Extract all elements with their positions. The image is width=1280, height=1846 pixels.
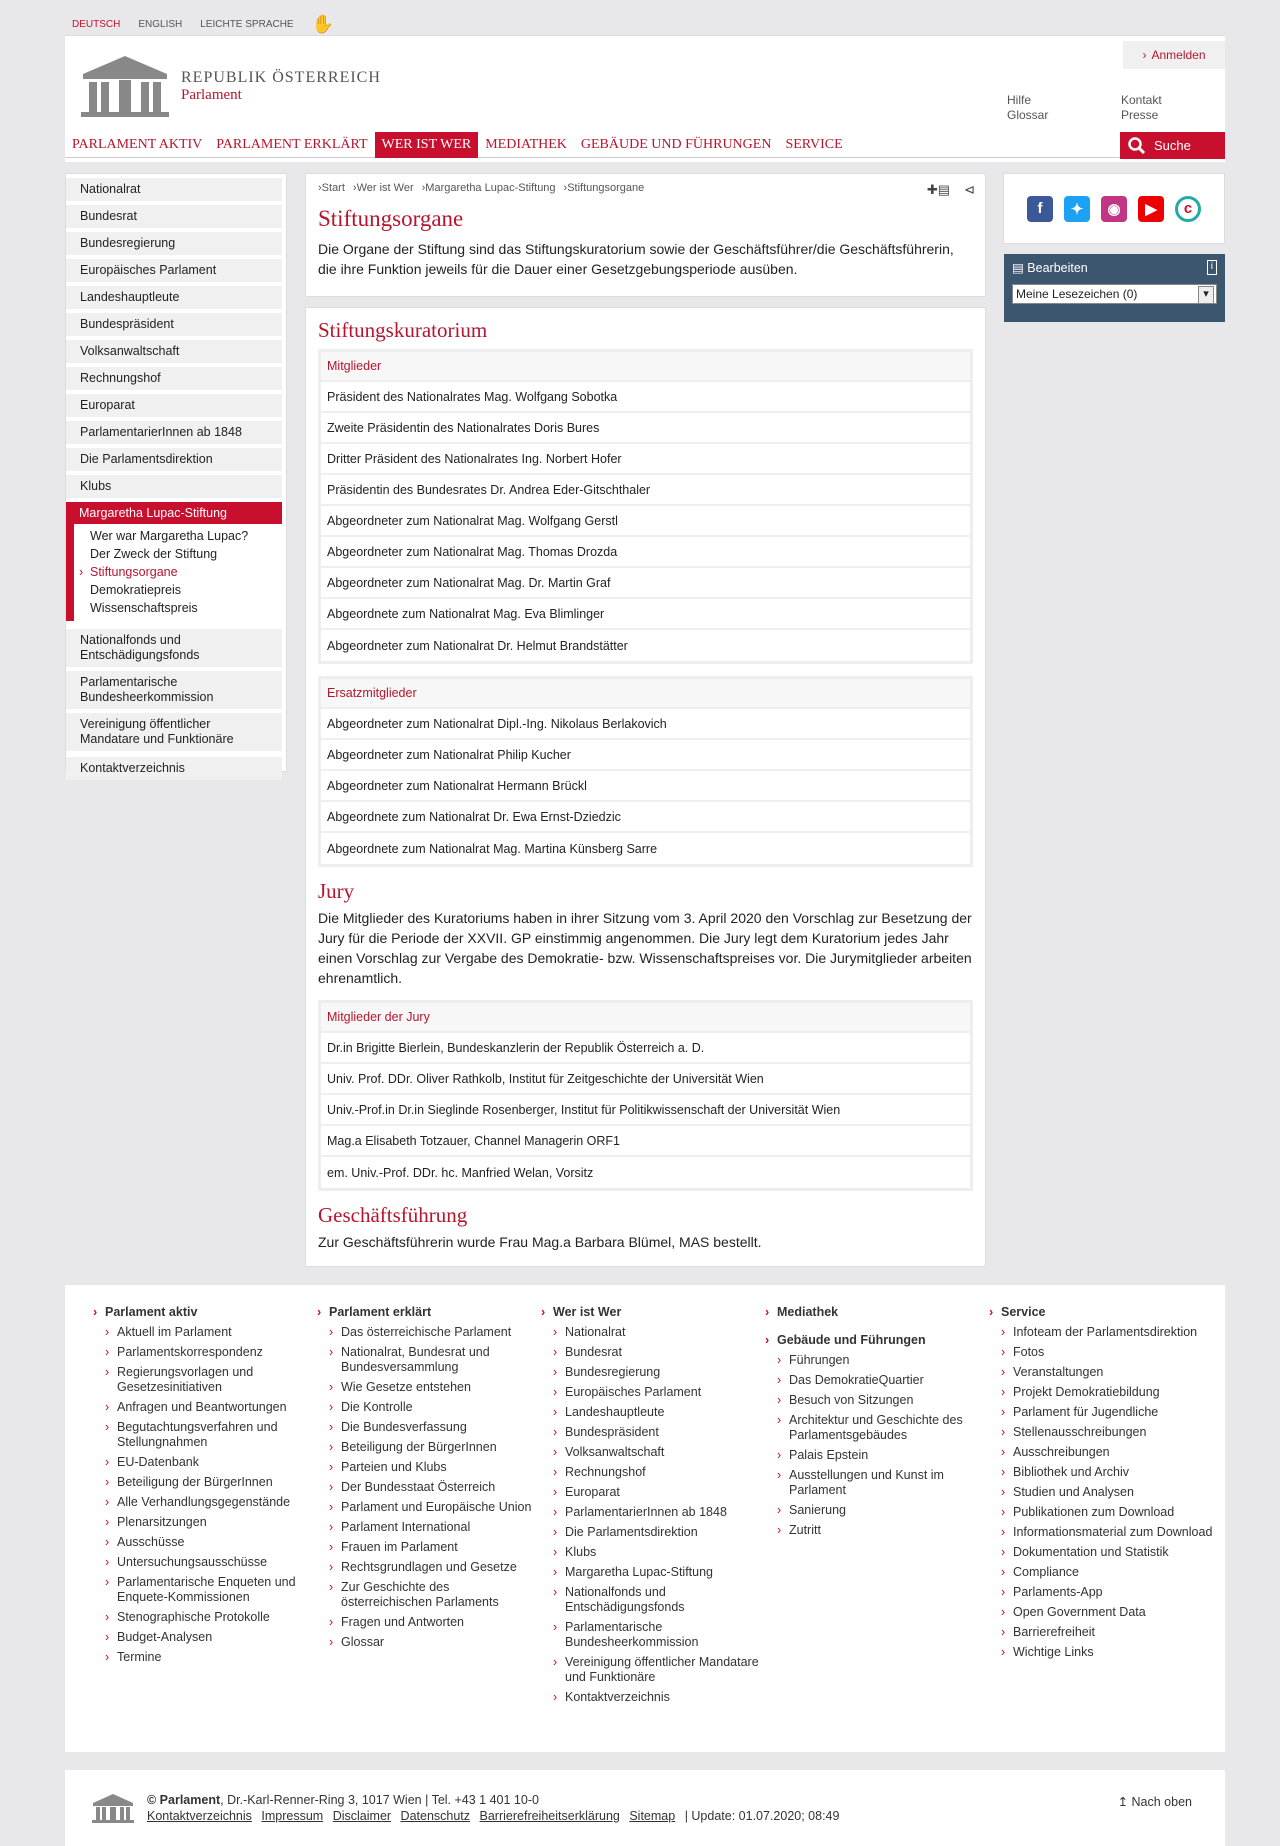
footer-link[interactable]: › Wie Gesetze entstehen [329, 1380, 541, 1395]
page-tools [927, 182, 975, 198]
footer-link[interactable]: › Frauen im Parlament [329, 1540, 541, 1555]
footer-link[interactable]: › Architektur und Geschichte des Parlamentsgebäudes [777, 1413, 989, 1443]
footer-link[interactable]: › Ausschüsse [105, 1535, 317, 1550]
search-icon [1128, 137, 1146, 155]
breadcrumb [318, 182, 973, 194]
footer-link[interactable]: › Barrierefreiheit [1001, 1625, 1213, 1640]
copyright: © Parlament [147, 1793, 221, 1807]
logo-line1: REPUBLIK ÖSTERREICH [181, 68, 381, 86]
footer-link[interactable]: › EU-Datenbank [105, 1455, 317, 1470]
footer-link[interactable]: › Fragen und Antworten [329, 1615, 541, 1630]
breadcrumb-start[interactable]: › Start [318, 182, 345, 194]
bottom-bar [65, 1770, 1225, 1846]
footer-link[interactable]: › Stenographische Protokolle [105, 1610, 317, 1625]
podcast-icon[interactable]: c [1175, 196, 1201, 222]
jury-heading: Jury [318, 879, 355, 903]
footer-link[interactable]: › Wichtige Links [1001, 1645, 1213, 1660]
footer-link[interactable]: › Volksanwaltschaft [553, 1445, 765, 1460]
footer-link[interactable]: › Bibliothek und Archiv [1001, 1465, 1213, 1480]
logo-line2: Parlament [181, 86, 242, 103]
footer-link[interactable]: › Das österreichische Parlament [329, 1325, 541, 1340]
table-row: Univ.-Prof.in Dr.in Sieglinde Rosenberger, Institut für Politikwissenschaft der Universität Wien [321, 1095, 970, 1126]
nav-wer-ist-wer[interactable]: WER IST WER [375, 132, 479, 158]
sidebar-item-kontaktverzeichnis[interactable]: Kontaktverzeichnis [66, 757, 282, 780]
footer-link[interactable]: › Aktuell im Parlament [105, 1325, 317, 1340]
lang-easy[interactable]: LEICHTE SPRACHE [200, 19, 294, 30]
footer-link[interactable]: › Europäisches Parlament [553, 1385, 765, 1400]
footer-link[interactable]: › Dokumentation und Statistik [1001, 1545, 1213, 1560]
footer-link[interactable]: › Anfragen und Beantwortungen [105, 1400, 317, 1415]
footer-link[interactable]: › Klubs [553, 1545, 765, 1560]
footer-link[interactable]: › Parlament und Europäische Union [329, 1500, 541, 1515]
footer-col-wer [541, 1305, 765, 1752]
sidebar-item-bundespraesident[interactable]: Bundespräsident [66, 313, 282, 336]
twitter-icon[interactable]: ✦ [1064, 196, 1090, 222]
table-row: Abgeordnete zum Nationalrat Dr. Ewa Ernst-Dziedzic [321, 802, 970, 833]
edit-panel [1004, 254, 1225, 322]
sidebar-item-vereinigung[interactable]: Vereinigung öffentlicher Mandatare und Funktionäre [66, 713, 282, 751]
facebook-icon[interactable]: f [1027, 196, 1053, 222]
utility-links [1007, 93, 1181, 122]
nav-parlament-erklaert[interactable]: PARLAMENT ERKLÄRT [216, 137, 368, 152]
breadcrumb-stiftung[interactable]: › Margaretha Lupac-Stiftung [422, 182, 556, 194]
footer-link[interactable]: › Rechtsgrundlagen und Gesetze [329, 1560, 541, 1575]
footer-head-wer[interactable]: › Wer ist Wer [541, 1305, 765, 1319]
link-barrierefreiheit[interactable]: Barrierefreiheitserklärung [479, 1809, 620, 1823]
link-sitemap[interactable]: Sitemap [629, 1809, 676, 1823]
table-row: Abgeordneter zum Nationalrat Mag. Dr. Martin Graf [321, 568, 970, 599]
footer-link[interactable]: › Untersuchungsausschüsse [105, 1555, 317, 1570]
footer-link[interactable]: › Nationalfonds und Entschädigungsfonds [553, 1585, 765, 1615]
footer-link[interactable]: › Publikationen zum Download [1001, 1505, 1213, 1520]
nav-parlament-aktiv[interactable]: PARLAMENT AKTIV [72, 137, 203, 152]
footer-link[interactable]: › Europarat [553, 1485, 765, 1500]
back-to-top-button[interactable] [1118, 1794, 1192, 1809]
share-icon[interactable]: ⊲ [964, 182, 975, 197]
nav-gebaeude[interactable]: GEBÄUDE UND FÜHRUNGEN [580, 137, 772, 152]
footer-link[interactable]: › Nationalrat, Bundesrat und Bundesversammlung [329, 1345, 541, 1375]
table-row: Abgeordneter zum Nationalrat Dr. Helmut Brandstätter [327, 638, 628, 653]
back-to-top-label: Nach oben [1131, 1795, 1192, 1809]
ersatz-header: Ersatzmitglieder [321, 679, 970, 709]
edit-icon: ▤ [1012, 261, 1024, 275]
footer-link[interactable]: › Parlaments-App [1001, 1585, 1213, 1600]
table-row: Abgeordneter zum Nationalrat Hermann Brückl [321, 771, 970, 802]
footer-col-mediathek [765, 1305, 989, 1752]
footer-link[interactable]: › Kontaktverzeichnis [553, 1690, 765, 1705]
footer-link[interactable]: › Beteiligung der BürgerInnen [105, 1475, 317, 1490]
sidebar [65, 173, 287, 775]
table-row: Univ. Prof. DDr. Oliver Rathkolb, Institut für Zeitgeschichte der Universität Wien [321, 1064, 970, 1095]
link-disclaimer[interactable]: Disclaimer [332, 1809, 392, 1823]
footer-link[interactable]: › Informationsmaterial zum Download [1001, 1525, 1213, 1540]
footer-link[interactable]: › Studien und Analysen [1001, 1485, 1213, 1500]
footer-link[interactable]: › Landeshauptleute [553, 1405, 765, 1420]
footer-col-service [989, 1305, 1213, 1752]
footer-link[interactable]: › Parlament für Jugendliche [1001, 1405, 1213, 1420]
table-row: Abgeordnete zum Nationalrat Mag. Eva Blimlinger [321, 599, 970, 630]
breadcrumb-wer-ist-wer[interactable]: › Wer ist Wer [353, 182, 414, 194]
footer-link[interactable]: › Besuch von Sitzungen [777, 1393, 989, 1408]
footer-link[interactable]: › Termine [105, 1650, 317, 1665]
glossary-link[interactable]: Glossar [1007, 108, 1049, 122]
footer-link[interactable]: › Die Kontrolle [329, 1400, 541, 1415]
footer-link[interactable]: › Bundesrat [553, 1345, 765, 1360]
sidebar-item-eu-parlament[interactable]: Europäisches Parlament [66, 259, 282, 282]
gf-text: Zur Geschäftsführerin wurde Frau Mag.a Barbara Blümel, MAS bestellt. [318, 1234, 762, 1250]
bookmarks-select[interactable]: Meine Lesezeichen (0) ▾ [1012, 284, 1217, 304]
footer-link[interactable]: › Begutachtungsverfahren und Stellungnahmen [105, 1420, 317, 1450]
footer-link[interactable]: › Bundesregierung [553, 1365, 765, 1380]
footer-link[interactable]: › Plenarsitzungen [105, 1515, 317, 1530]
footer-link[interactable]: › Compliance [1001, 1565, 1213, 1580]
intro-box [305, 173, 986, 297]
footer-link[interactable]: › Nationalrat [553, 1325, 765, 1340]
footer-head-service[interactable]: › Service [989, 1305, 1213, 1319]
footer-link[interactable]: › Beteiligung der BürgerInnen [329, 1440, 541, 1455]
search-button[interactable] [1120, 132, 1225, 159]
sidebar-item-bundesrat[interactable]: Bundesrat [66, 205, 282, 228]
nav-service[interactable]: SERVICE [785, 137, 843, 152]
footer-link[interactable]: › Parlamentarische Bundesheerkommission [553, 1620, 765, 1650]
main-content [305, 307, 986, 1267]
subnav-demokratiepreis[interactable]: Demokratiepreis [90, 583, 182, 597]
sidebar-item-klubs[interactable]: Klubs [66, 475, 282, 498]
edit-title: Bearbeiten [1027, 261, 1088, 275]
table-row: Mag.a Elisabeth Totzauer, Channel Managerin ORF1 [321, 1126, 970, 1157]
footer-link[interactable]: › Margaretha Lupac-Stiftung [553, 1565, 765, 1580]
footer-link[interactable]: › Projekt Demokratiebildung [1001, 1385, 1213, 1400]
table-row: Abgeordnete zum Nationalrat Mag. Martina Künsberg Sarre [327, 841, 658, 856]
sidebar-item-lupac-stiftung[interactable]: Margaretha Lupac-Stiftung [66, 502, 282, 524]
footer-link[interactable]: › Glossar [329, 1635, 541, 1650]
table-row: em. Univ.-Prof. DDr. hc. Manfried Welan, Vorsitz [327, 1165, 594, 1180]
youtube-icon[interactable]: ▶ [1138, 196, 1164, 222]
footer-link[interactable]: › Ausschreibungen [1001, 1445, 1213, 1460]
footer-link[interactable]: › Das DemokratieQuartier [777, 1373, 989, 1388]
footer-col-aktiv [93, 1305, 317, 1752]
ersatz-table [318, 676, 973, 867]
social-links [1003, 173, 1225, 244]
table-row: Abgeordneter zum Nationalrat Philip Kucher [321, 740, 970, 771]
table-row: Dritter Präsident des Nationalrates Ing. Norbert Hofer [321, 444, 970, 475]
sidebar-item-nationalrat[interactable]: Nationalrat [66, 178, 282, 201]
kuratorium-heading: Stiftungskuratorium [318, 318, 488, 342]
subnav-wer-war[interactable]: Wer war Margaretha Lupac? [90, 529, 249, 543]
gf-heading: Geschäftsführung [318, 1203, 468, 1227]
link-impressum[interactable]: Impressum [261, 1809, 324, 1823]
breadcrumb-current: › Stiftungsorgane [564, 182, 645, 194]
main-nav [65, 132, 1225, 158]
footer-head-erklaert[interactable]: › Parlament erklärt [317, 1305, 541, 1319]
subnav-zweck[interactable]: Der Zweck der Stiftung [90, 547, 218, 561]
footer-link[interactable]: › Führungen [777, 1353, 989, 1368]
footer-link[interactable]: › Palais Epstein [777, 1448, 989, 1463]
footer-link[interactable]: › Der Bundesstaat Österreich [329, 1480, 541, 1495]
table-row: Präsident des Nationalrates Mag. Wolfgang Sobotka [321, 382, 970, 413]
login-button[interactable]: › Anmelden [1123, 41, 1225, 69]
footer-link[interactable]: › Veranstaltungen [1001, 1365, 1213, 1380]
footer [65, 1285, 1225, 1752]
footer-link[interactable]: › Infoteam der Parlamentsdirektion [1001, 1325, 1213, 1340]
footer-link[interactable]: › Parteien und Klubs [329, 1460, 541, 1475]
mitglieder-table [318, 349, 973, 664]
sidebar-item-parlamentsdirektion[interactable]: Die Parlamentsdirektion [66, 448, 282, 471]
table-row: Abgeordneter zum Nationalrat Mag. Thomas Drozda [321, 537, 970, 568]
footer-head-gebaeude[interactable]: › Gebäude und Führungen [765, 1333, 989, 1347]
footer-link[interactable]: › Die Bundesverfassung [329, 1420, 541, 1435]
footer-link[interactable]: › Fotos [1001, 1345, 1213, 1360]
footer-col-erklaert [317, 1305, 541, 1752]
login-label: Anmelden [1151, 48, 1206, 62]
bottom-links [147, 1808, 839, 1824]
jury-table [318, 1000, 973, 1191]
footer-link[interactable]: › Alle Verhandlungsgegenstände [105, 1495, 317, 1510]
footer-link[interactable]: › Parlament International [329, 1520, 541, 1535]
footer-link[interactable]: › Die Parlamentsdirektion [553, 1525, 765, 1540]
footer-link[interactable]: › Ausstellungen und Kunst im Parlament [777, 1468, 989, 1498]
logo[interactable] [79, 54, 381, 118]
page-title: Stiftungsorgane [318, 206, 464, 231]
sidebar-item-volksanwaltschaft[interactable]: Volksanwaltschaft [66, 340, 282, 363]
info-icon[interactable]: i [1207, 260, 1217, 275]
intro-text: Die Organe der Stiftung sind das Stiftungskuratorium sowie der Geschäftsführer/die Geschäftsführerin, die ihre Funktion jeweils für die Dauer einer Gesetzgebungsperiode ausüben. [318, 241, 954, 277]
contact-link[interactable]: Kontakt [1121, 93, 1162, 107]
table-row: Zweite Präsidentin des Nationalrates Doris Bures [321, 413, 970, 444]
footer-link[interactable]: › Open Government Data [1001, 1605, 1213, 1620]
footer-link[interactable]: › Parlamentskorrespondenz [105, 1345, 317, 1360]
sidebar-item-parlamentarier[interactable]: ParlamentarierInnen ab 1848 [66, 421, 282, 444]
footer-link[interactable]: › Zutritt [777, 1523, 989, 1538]
address: , Dr.-Karl-Renner-Ring 3, 1017 Wien | Tel. +43 1 401 10-0 [220, 1793, 539, 1807]
table-row: Dr.in Brigitte Bierlein, Bundeskanzlerin der Republik Österreich a. D. [321, 1033, 970, 1064]
parliament-small-logo-icon [91, 1793, 135, 1823]
sidebar-item-bundesregierung[interactable]: Bundesregierung [66, 232, 282, 255]
sidebar-item-rechnungshof[interactable]: Rechnungshof [66, 367, 282, 390]
footer-link[interactable]: › Regierungsvorlagen und Gesetzesinitiativen [105, 1365, 317, 1395]
footer-link[interactable]: › Vereinigung öffentlicher Mandatare und Funktionäre [553, 1655, 765, 1685]
mitglieder-header: Mitglieder [321, 352, 970, 382]
link-kontaktverzeichnis[interactable]: Kontaktverzeichnis [147, 1809, 252, 1823]
footer-head-aktiv[interactable]: › Parlament aktiv [93, 1305, 317, 1319]
subnav-stiftungsorgane[interactable]: › Stiftungsorgane [90, 563, 282, 581]
jury-text: Die Mitglieder des Kuratoriums haben in ihrer Sitzung vom 3. April 2020 den Vorschlag zur Besetzung der Jury für die Periode der XXVII. GP einstimmig angenommen. Die Jury legt dem Kuratorium jedes Jahr einen Vorschlag zur Vergabe des Demokratie- bzw. Wissenschaftspreises vor. Die Jurymitglieder arbeiten ehrenamtlich. [318, 910, 972, 986]
sidebar-item-bundesheerkommission[interactable]: Parlamentarische Bundesheerkommission [66, 671, 282, 709]
table-row: Abgeordneter zum Nationalrat Dipl.-Ing. Nikolaus Berlakovich [321, 709, 970, 740]
nav-mediathek[interactable]: MEDIATHEK [485, 137, 567, 152]
sidebar-item-nationalfonds[interactable]: Nationalfonds und Entschädigungsfonds [66, 629, 282, 667]
sidebar-item-europarat[interactable]: Europarat [66, 394, 282, 417]
table-row: Präsidentin des Bundesrates Dr. Andrea Eder-Gitschthaler [321, 475, 970, 506]
bookmark-add-icon[interactable]: ✚▤ [926, 182, 951, 197]
arrow-up-icon: ↥ [1117, 1795, 1129, 1809]
instagram-icon[interactable]: ◉ [1101, 196, 1127, 222]
header [65, 35, 1225, 162]
footer-link[interactable]: › Budget-Analysen [105, 1630, 317, 1645]
language-bar [72, 14, 334, 35]
footer-link[interactable]: › ParlamentarierInnen ab 1848 [553, 1505, 765, 1520]
link-datenschutz[interactable]: Datenschutz [400, 1809, 471, 1823]
footer-link[interactable]: › Sanierung [777, 1503, 989, 1518]
lang-de[interactable]: DEUTSCH [72, 19, 121, 30]
subnav-wissenschaftspreis[interactable]: Wissenschaftspreis [90, 601, 198, 615]
press-link[interactable]: Presse [1121, 108, 1159, 122]
table-row: Abgeordneter zum Nationalrat Mag. Wolfgang Gerstl [321, 506, 970, 537]
update-info: | Update: 01.07.2020; 08:49 [684, 1809, 840, 1823]
footer-link[interactable]: › Rechnungshof [553, 1465, 765, 1480]
sidebar-subnav [66, 524, 282, 621]
lang-en[interactable]: ENGLISH [138, 19, 183, 30]
footer-link[interactable]: › Zur Geschichte des österreichischen Parlaments [329, 1580, 541, 1610]
footer-link[interactable]: › Bundespräsident [553, 1425, 765, 1440]
help-link[interactable]: Hilfe [1007, 93, 1032, 107]
parliament-logo-icon [79, 54, 171, 118]
jury-header: Mitglieder der Jury [321, 1003, 970, 1033]
footer-link[interactable]: › Parlamentarische Enqueten und Enquete-Kommissionen [105, 1575, 317, 1605]
sign-language-icon[interactable]: ✋ [311, 14, 335, 34]
footer-link[interactable]: › Stellenausschreibungen [1001, 1425, 1213, 1440]
sidebar-item-landeshauptleute[interactable]: Landeshauptleute [66, 286, 282, 309]
search-label: Suche [1154, 138, 1191, 153]
footer-head-mediathek[interactable]: › Mediathek [765, 1305, 989, 1319]
